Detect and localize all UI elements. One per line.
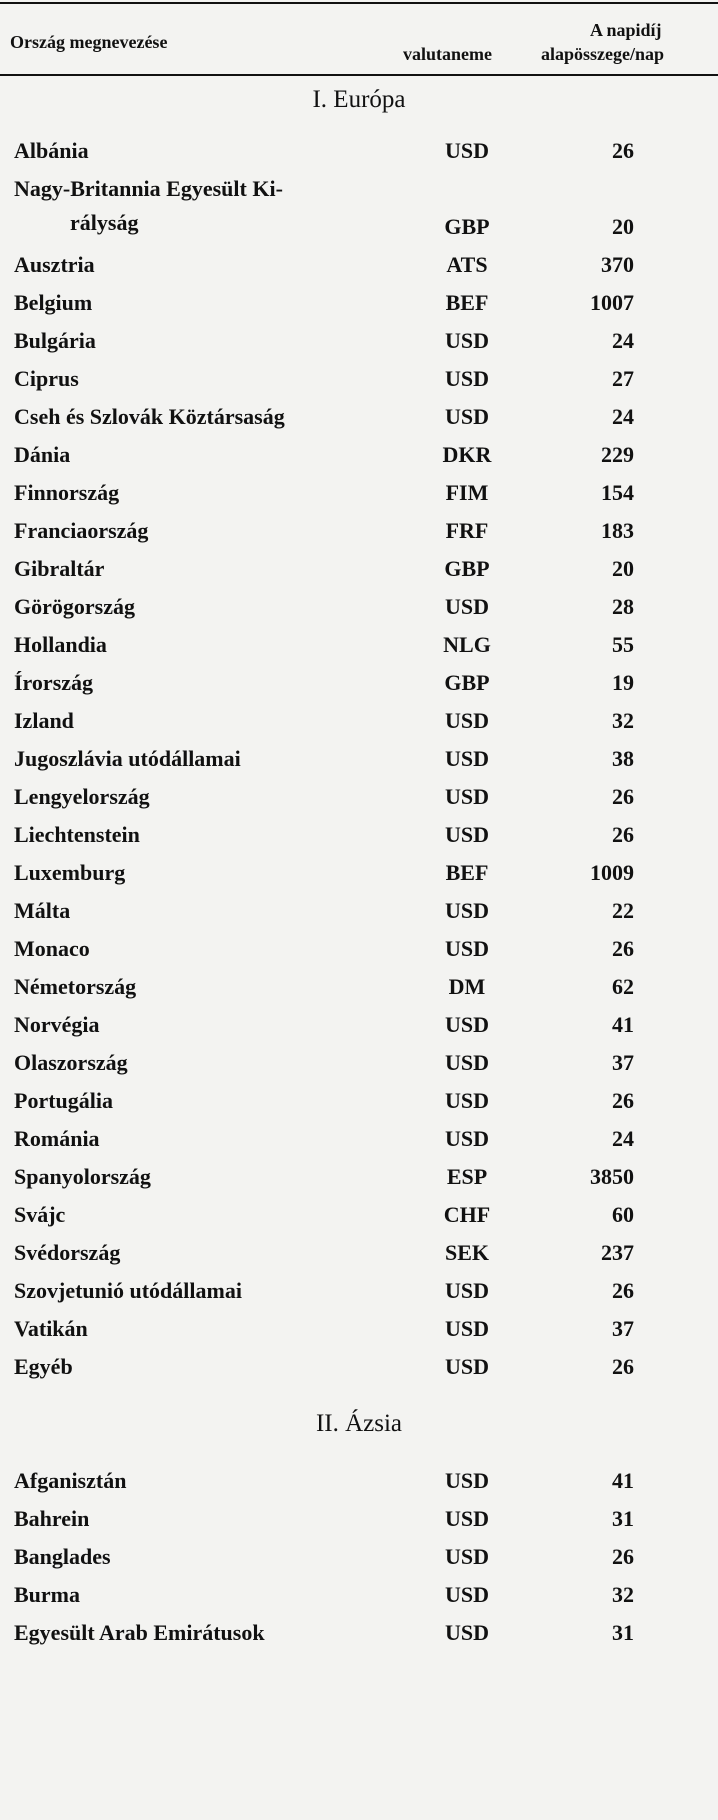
- country-name-line: Vatikán: [14, 1316, 88, 1341]
- daily-amount: 26: [612, 936, 634, 961]
- country-name: [14, 552, 374, 586]
- country-name: [14, 856, 374, 890]
- currency-code: ESP: [446, 1164, 488, 1189]
- daily-amount: 24: [612, 1126, 634, 1151]
- country-name: [14, 1046, 374, 1080]
- country-name: [14, 248, 374, 282]
- header-country: Ország megnevezése: [10, 32, 168, 52]
- currency-code: USD: [444, 1088, 489, 1113]
- currency-code: USD: [444, 1354, 489, 1379]
- country-name-line: Románia: [14, 1126, 100, 1151]
- currency-code: USD: [444, 1582, 489, 1607]
- currency-code: USD: [444, 328, 489, 353]
- currency-code: USD: [444, 594, 489, 619]
- country-name: [14, 1464, 374, 1498]
- daily-amount: 183: [601, 518, 634, 543]
- daily-amount: 20: [612, 556, 634, 581]
- table-row: [0, 130, 718, 168]
- table-row: [0, 510, 718, 548]
- country-name: [14, 780, 374, 814]
- country-name-line: Németország: [14, 974, 137, 999]
- currency-code: GBP: [444, 214, 490, 239]
- country-name-line: Afganisztán: [14, 1468, 127, 1493]
- country-name: [14, 172, 374, 240]
- table-row: [0, 1460, 718, 1498]
- currency-code: USD: [444, 366, 489, 391]
- country-name: [14, 438, 374, 472]
- country-name: [14, 1122, 374, 1156]
- daily-amount: 154: [601, 480, 634, 505]
- daily-amount: 26: [612, 138, 634, 163]
- country-name: [14, 1578, 374, 1612]
- country-name: [14, 666, 374, 700]
- table-row: [0, 1080, 718, 1118]
- daily-amount: 62: [612, 974, 634, 999]
- daily-amount: 26: [612, 1278, 634, 1303]
- country-name-line: Luxemburg: [14, 860, 126, 885]
- currency-code: USD: [444, 1126, 489, 1151]
- section-title-europe: I. Európa: [312, 86, 406, 113]
- currency-code: USD: [444, 1050, 489, 1075]
- currency-code: USD: [444, 1506, 489, 1531]
- country-name: [14, 894, 374, 928]
- country-name-line: Svájc: [14, 1202, 66, 1227]
- table-row: [0, 1194, 718, 1232]
- currency-code: USD: [444, 822, 489, 847]
- header-rule: [0, 74, 718, 76]
- country-name: [14, 1008, 374, 1042]
- country-name: [14, 324, 374, 358]
- table-row: [0, 624, 718, 662]
- table-row: [0, 1308, 718, 1346]
- daily-amount: 20: [612, 214, 634, 239]
- country-name-line: Ciprus: [14, 366, 79, 391]
- country-name: [14, 1084, 374, 1118]
- daily-amount: 24: [612, 404, 634, 429]
- currency-code: USD: [444, 1012, 489, 1037]
- country-name-line: Dánia: [14, 442, 71, 467]
- daily-amount: 31: [612, 1620, 634, 1645]
- table-row: [0, 890, 718, 928]
- header-amount-line1: A napidíj: [590, 20, 662, 40]
- table-row: [0, 320, 718, 358]
- table-row: [0, 1574, 718, 1612]
- currency-code: DKR: [442, 442, 492, 467]
- currency-code: DM: [448, 974, 486, 999]
- country-name-line: Svédország: [14, 1240, 121, 1265]
- table-row: [0, 168, 718, 244]
- country-name-line: Egyéb: [14, 1354, 73, 1379]
- country-name-line: Portugália: [14, 1088, 113, 1113]
- country-name: [14, 1312, 374, 1346]
- table-row: [0, 928, 718, 966]
- country-name: [14, 590, 374, 624]
- daily-amount: 37: [612, 1050, 634, 1075]
- country-name: [14, 1274, 374, 1308]
- country-name-line: Franciaország: [14, 518, 149, 543]
- country-name-line: Hollandia: [14, 632, 107, 657]
- rows-asia: [0, 1460, 718, 1650]
- country-name-line: Bulgária: [14, 328, 96, 353]
- daily-amount: 26: [612, 1088, 634, 1113]
- currency-code: USD: [444, 1620, 489, 1645]
- table-row: [0, 358, 718, 396]
- daily-amount: 237: [601, 1240, 634, 1265]
- country-name-line: Gibraltár: [14, 556, 105, 581]
- daily-amount: 31: [612, 1506, 634, 1531]
- table-row: [0, 396, 718, 434]
- table-row: [0, 738, 718, 776]
- table-row: [0, 1346, 718, 1384]
- daily-amount: 60: [612, 1202, 634, 1227]
- daily-amount: 41: [612, 1012, 634, 1037]
- table-row: [0, 1004, 718, 1042]
- country-name: [14, 970, 374, 1004]
- currency-code: USD: [444, 1544, 489, 1569]
- country-name-line: Monaco: [14, 936, 90, 961]
- country-name: [14, 932, 374, 966]
- header-currency: valutaneme: [403, 44, 492, 64]
- country-name: [14, 514, 374, 548]
- currency-code: USD: [444, 1468, 489, 1493]
- country-name-line: Bahrein: [14, 1506, 90, 1531]
- daily-amount: 26: [612, 784, 634, 809]
- country-name: [14, 1236, 374, 1270]
- currency-code: USD: [444, 898, 489, 923]
- table-row: [0, 1270, 718, 1308]
- country-name-line: Ausztria: [14, 252, 95, 277]
- currency-code: USD: [444, 708, 489, 733]
- currency-code: USD: [444, 1278, 489, 1303]
- country-name-line: Málta: [14, 898, 71, 923]
- country-name-line: Albánia: [14, 138, 89, 163]
- table-row: [0, 662, 718, 700]
- header-amount-line2: alapösszege/nap: [541, 44, 665, 64]
- daily-amount: 22: [612, 898, 634, 923]
- currency-code: GBP: [444, 670, 490, 695]
- country-name: [14, 362, 374, 396]
- table-row: [0, 1498, 718, 1536]
- daily-amount: 27: [612, 366, 634, 391]
- table-header: [0, 6, 718, 76]
- country-name: [14, 476, 374, 510]
- country-name: [14, 818, 374, 852]
- table-row: [0, 700, 718, 738]
- country-name-line: Szovjetunió utódállamai: [14, 1278, 242, 1303]
- currency-code: USD: [444, 138, 489, 163]
- table-row: [0, 1612, 718, 1650]
- daily-amount: 26: [612, 1544, 634, 1569]
- currency-code: USD: [444, 936, 489, 961]
- daily-amount: 28: [612, 594, 634, 619]
- country-name-line: Banglades: [14, 1544, 111, 1569]
- daily-amount: 32: [612, 1582, 634, 1607]
- currency-code: GBP: [444, 556, 490, 581]
- daily-amount: 1007: [590, 290, 634, 315]
- country-name-line: Finnország: [14, 480, 120, 505]
- daily-amount: 38: [612, 746, 634, 771]
- currency-code: FRF: [445, 518, 489, 543]
- currency-code: FIM: [445, 480, 489, 505]
- top-rule: [0, 2, 718, 4]
- country-name-line: Burma: [14, 1582, 80, 1607]
- country-name: [14, 742, 374, 776]
- country-name: [14, 400, 374, 434]
- daily-amount: 41: [612, 1468, 634, 1493]
- currency-code: USD: [444, 746, 489, 771]
- table-row: [0, 548, 718, 586]
- currency-code: BEF: [445, 860, 489, 885]
- table-row: [0, 244, 718, 282]
- table-row: [0, 1042, 718, 1080]
- country-name: [14, 1198, 374, 1232]
- country-name-line: Izland: [14, 708, 74, 733]
- country-name: [14, 628, 374, 662]
- country-name: [14, 286, 374, 320]
- table-row: [0, 776, 718, 814]
- currency-code: SEK: [444, 1240, 490, 1265]
- daily-amount: 19: [612, 670, 634, 695]
- table-row: [0, 1232, 718, 1270]
- table-row: [0, 472, 718, 510]
- rows-europe: [0, 130, 718, 1384]
- country-name: [14, 1350, 374, 1384]
- table-row: [0, 434, 718, 472]
- table-row: [0, 814, 718, 852]
- country-name-line: Norvégia: [14, 1012, 100, 1037]
- country-name-line: Liechtenstein: [14, 822, 140, 847]
- table-row: [0, 1156, 718, 1194]
- daily-amount: 26: [612, 822, 634, 847]
- currency-code: USD: [444, 784, 489, 809]
- daily-amount: 370: [601, 252, 634, 277]
- daily-amount: 55: [612, 632, 634, 657]
- table-row: [0, 586, 718, 624]
- currency-code: CHF: [443, 1202, 491, 1227]
- country-name-line: Írország: [14, 670, 94, 695]
- currency-code: NLG: [443, 632, 491, 657]
- daily-amount: 26: [612, 1354, 634, 1379]
- country-name-continuation: rályság: [70, 210, 139, 235]
- country-name-line: Görögország: [14, 594, 135, 619]
- country-name: [14, 1540, 374, 1574]
- country-name: [14, 1502, 374, 1536]
- section-title-asia: II. Ázsia: [315, 1410, 403, 1437]
- daily-amount: 24: [612, 328, 634, 353]
- country-name-line: Lengyelország: [14, 784, 150, 809]
- currency-code: USD: [444, 1316, 489, 1341]
- table-row: [0, 282, 718, 320]
- currency-code: ATS: [446, 252, 488, 277]
- table-row: [0, 966, 718, 1004]
- country-name: [14, 704, 374, 738]
- table-row: [0, 1118, 718, 1156]
- currency-code: BEF: [445, 290, 489, 315]
- country-name-line: Nagy-Britannia Egyesült Ki-: [14, 176, 283, 201]
- daily-amount: 1009: [590, 860, 634, 885]
- country-name-line: Egyesült Arab Emirátusok: [14, 1620, 265, 1645]
- country-name: [14, 1160, 374, 1194]
- daily-amount: 3850: [590, 1164, 634, 1189]
- daily-amount: 37: [612, 1316, 634, 1341]
- country-name: [14, 1616, 374, 1650]
- table-row: [0, 852, 718, 890]
- country-name-line: Jugoszlávia utódállamai: [14, 746, 241, 771]
- country-name: [14, 134, 374, 168]
- country-name-line: Cseh és Szlovák Köztársaság: [14, 404, 285, 429]
- country-name-line: Belgium: [14, 290, 93, 315]
- daily-amount: 32: [612, 708, 634, 733]
- currency-code: USD: [444, 404, 489, 429]
- country-name-line: Spanyolország: [14, 1164, 151, 1189]
- table-row: [0, 1536, 718, 1574]
- daily-amount: 229: [601, 442, 634, 467]
- country-name-line: Olaszország: [14, 1050, 128, 1075]
